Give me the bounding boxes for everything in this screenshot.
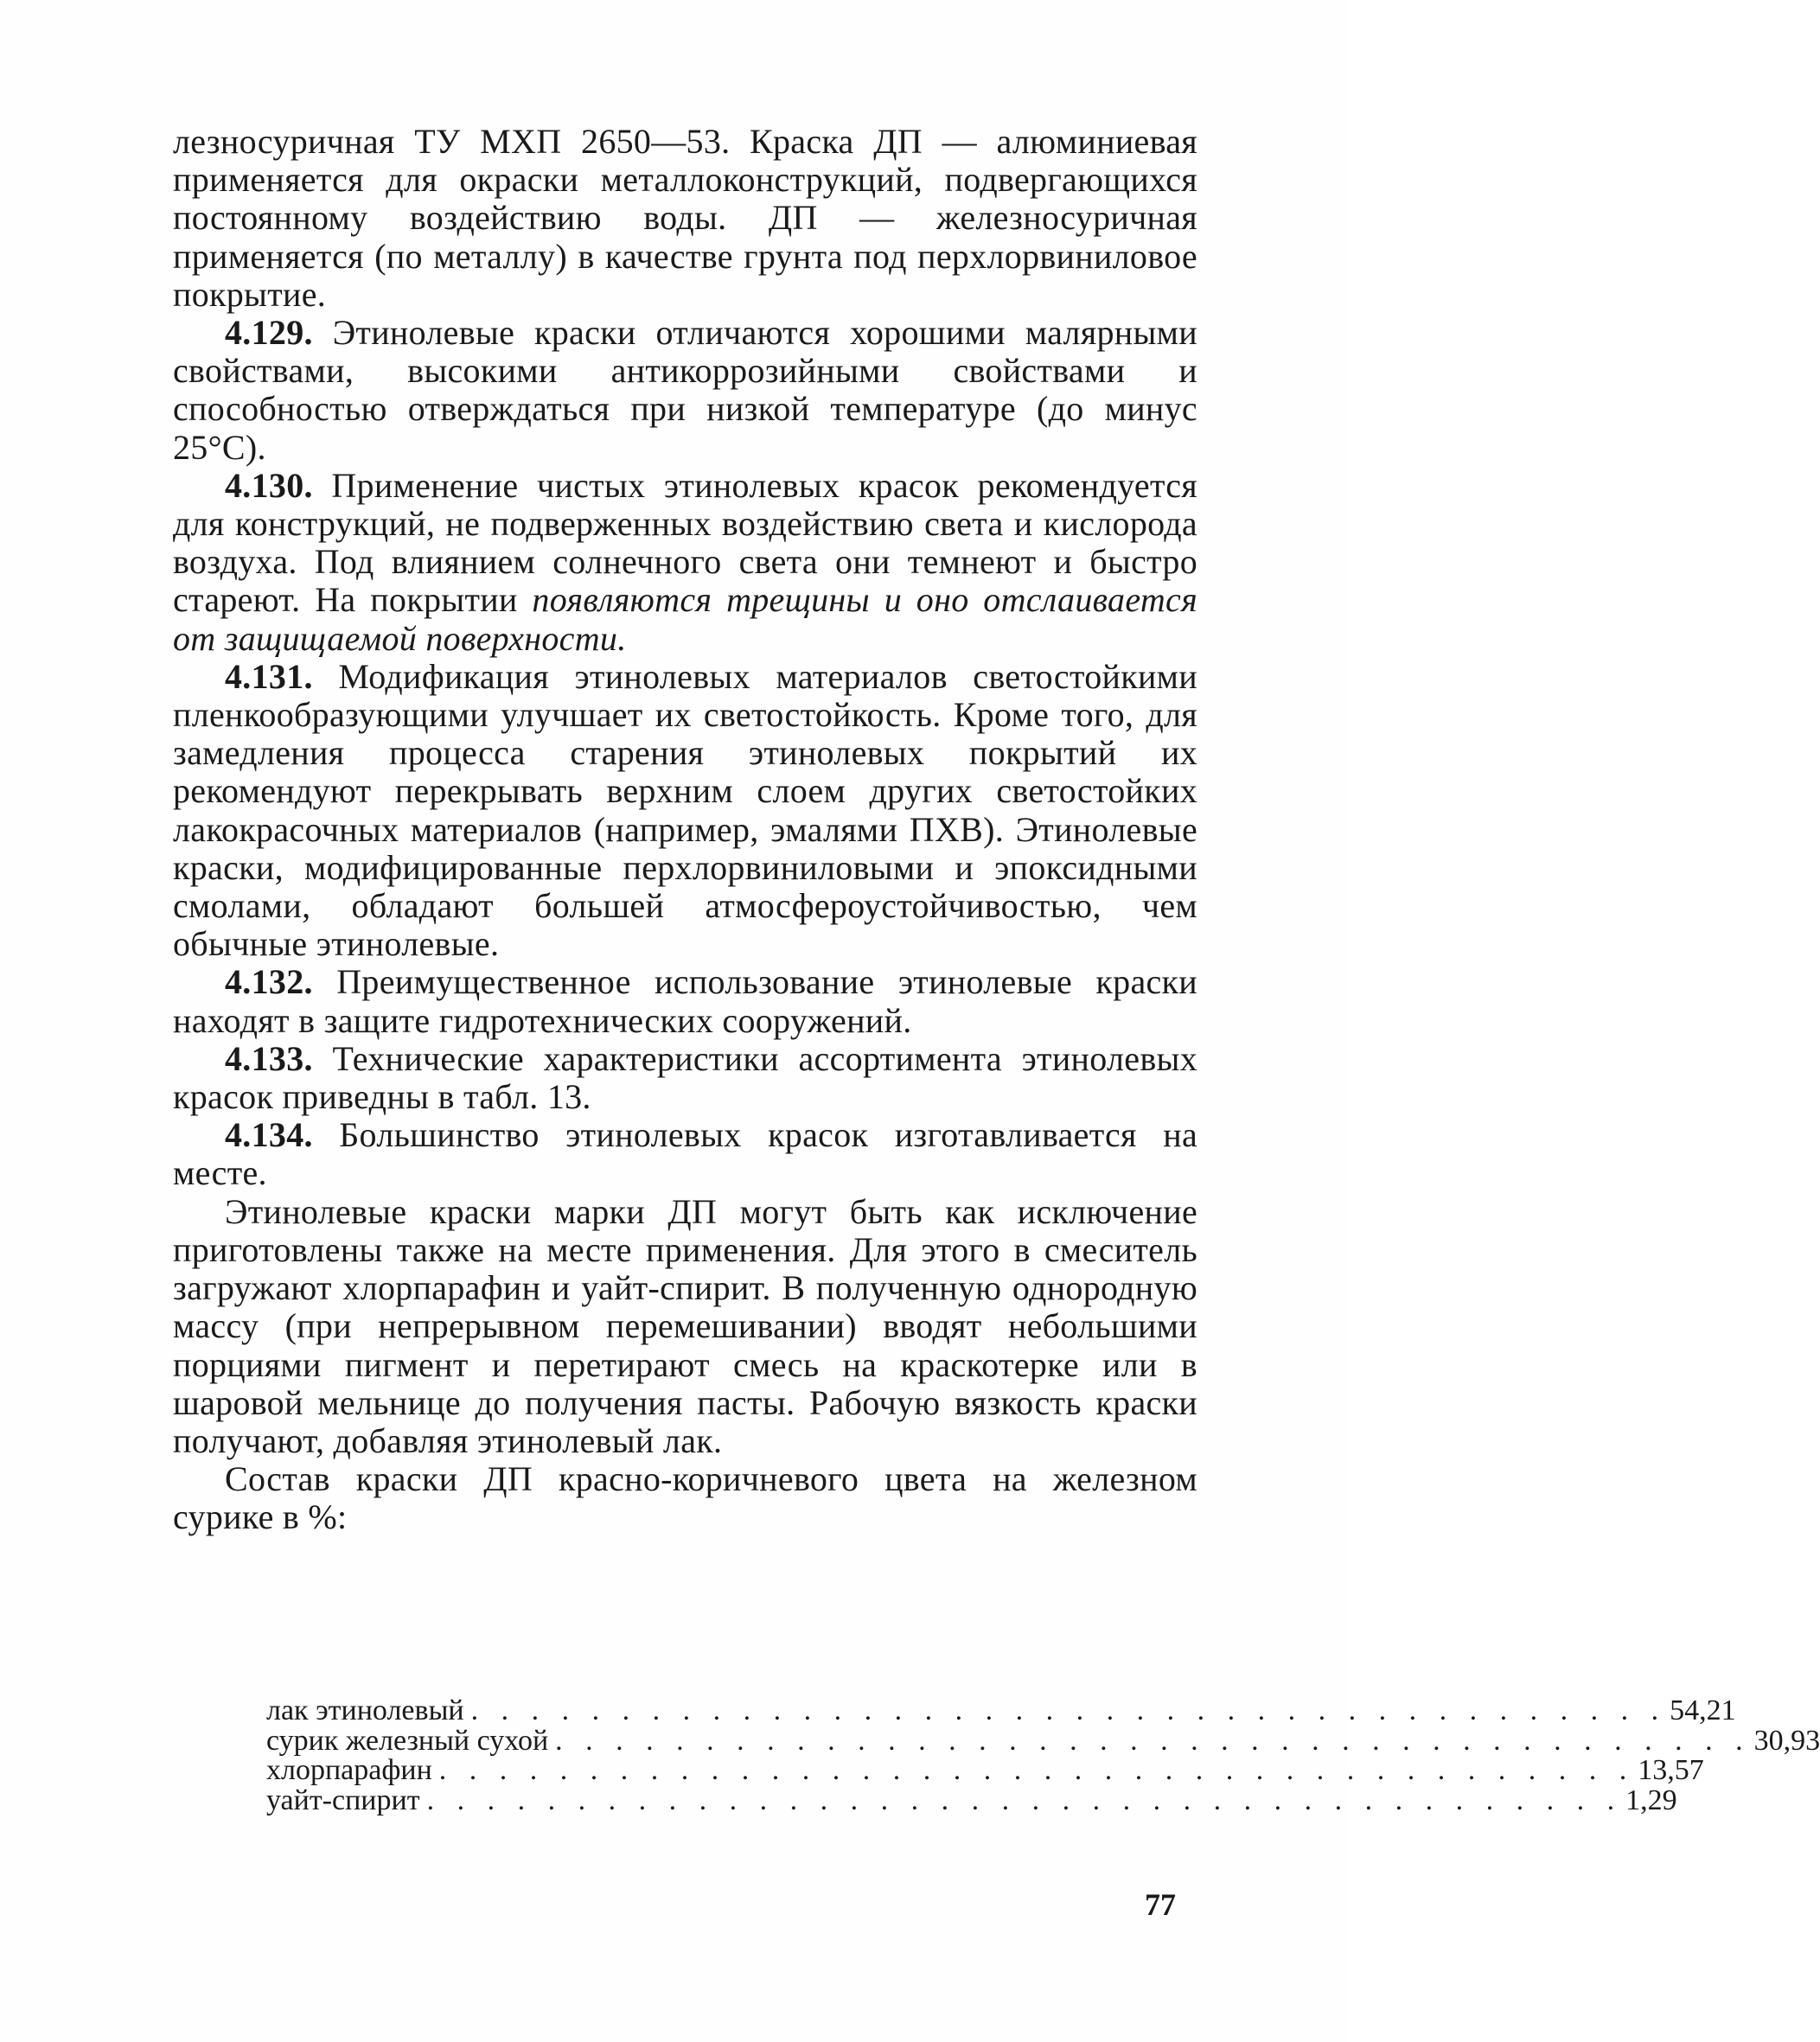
list-item <box>266 1724 1820 1757</box>
list-item <box>266 1694 1736 1726</box>
paragraph-number: 4.130. <box>225 465 313 505</box>
component-name: лак этинолевый <box>266 1694 464 1726</box>
paragraph-text: Этинолевые краски отличаются хорошими малярными свойствами, высокими антикоррозийными свойствами и способностью отверждаться при низкой температуре (до минус 25°С). <box>173 313 1197 467</box>
paragraph-text: Состав краски ДП красно-коричневого цвета на железном сурике в %: <box>173 1459 1197 1537</box>
paragraph-number: 4.134. <box>225 1115 313 1155</box>
paragraph-text: лезносуричная ТУ МХП 2650—53. Краска ДП — алюминиевая применяется для окраски металлоконструкций, подвергающихся постоянному воздействию воды. ДП — железносуричная применяется (по металлу) в качестве грунта под перхлорвиниловое покрытие. <box>173 122 1197 314</box>
paragraph-text: Технические характеристики ассортимента этинолевых красок приведны в табл. 13. <box>173 1038 1197 1117</box>
list-item <box>266 1784 1677 1816</box>
component-value: 13,57 <box>1638 1754 1704 1786</box>
paragraph-text: Модификация этинолевых материалов светостойкими пленкообразующими улучшает их светостойкость. Кроме того, для замедления процесса старения этинолевых покрытий их рекомендуют перекрывать верхним слоем других светостойких лакокрасочных материалов (например, эмалями ПХВ). Этинолевые краски, модифицированные перхлорвиниловыми и эпоксидными смолами, обладают большей атмосфероустойчивостью, чем обычные этинолевые. <box>173 656 1197 964</box>
component-value: 1,29 <box>1625 1784 1677 1816</box>
paragraph-text: Большинство этинолевых красок изготавливается на месте. <box>173 1115 1197 1193</box>
paragraph-number: 4.131. <box>225 656 313 696</box>
composition-list <box>266 1694 1820 1816</box>
paragraph-1 <box>173 123 1197 314</box>
component-name: хлорпарафин <box>266 1754 432 1786</box>
paragraph-4-130 <box>173 467 1197 658</box>
paragraph-4-129 <box>173 314 1197 467</box>
component-value: 54,21 <box>1670 1694 1736 1726</box>
paragraph-composition-intro <box>173 1460 1197 1536</box>
paragraph-preparation <box>173 1193 1197 1460</box>
paragraph-4-133 <box>173 1040 1197 1116</box>
leader-dots: . . . . . . . . . . . . . . . . . . . . . . . . . . . . . . . . . . . . . . . . <box>470 1694 1667 1726</box>
paragraph-text: Применение чистых этинолевых красок рекомендуется для конструкций, не подверженных воздействию света и кислорода воздуха. Под влиянием солнечного света они темнеют и быстро стареют. На покрытии <box>173 465 1197 620</box>
paragraph-text: Этинолевые краски марки ДП могут быть как исключение приготовлены также на месте применения. Для этого в смеситель загружают хлорпарафин и уайт-спирит. В полученную однородную массу (при непрерывном перемешивании) вводят небольшими порциями пигмент и перетирают смесь на краскотерке или в шаровой мельнице до получения пасты. Рабочую вязкость краски получают, добавляя этинолевый лак. <box>173 1191 1197 1460</box>
paragraph-italic-text: появляются трещины и оно отслаивается от защищаемой поверхности. <box>173 580 1197 658</box>
paragraph-text: Преимущественное использование этинолевые краски находят в защите гидротехнических сооружений. <box>173 962 1197 1040</box>
leader-dots: . . . . . . . . . . . . . . . . . . . . . . . . . . . . . . . . . . . . . . . . <box>555 1724 1751 1757</box>
page-number: 77 <box>1145 1887 1176 1922</box>
body-text <box>173 123 1197 1537</box>
paragraph-4-132 <box>173 963 1197 1039</box>
leader-dots: . . . . . . . . . . . . . . . . . . . . . . . . . . . . . . . . . . . . . . . . <box>438 1754 1635 1786</box>
component-name: сурик железный сухой <box>266 1724 549 1757</box>
paragraph-4-131 <box>173 658 1197 964</box>
list-item <box>266 1754 1704 1786</box>
paragraph-4-134 <box>173 1116 1197 1192</box>
leader-dots: . . . . . . . . . . . . . . . . . . . . . . . . . . . . . . . . . . . . . . . . <box>426 1784 1623 1816</box>
component-value: 30,93 <box>1753 1724 1820 1757</box>
paragraph-number: 4.132. <box>225 962 313 1002</box>
component-name: уайт-спирит <box>266 1784 420 1816</box>
paragraph-number: 4.133. <box>225 1038 313 1078</box>
paragraph-number: 4.129. <box>225 313 313 353</box>
